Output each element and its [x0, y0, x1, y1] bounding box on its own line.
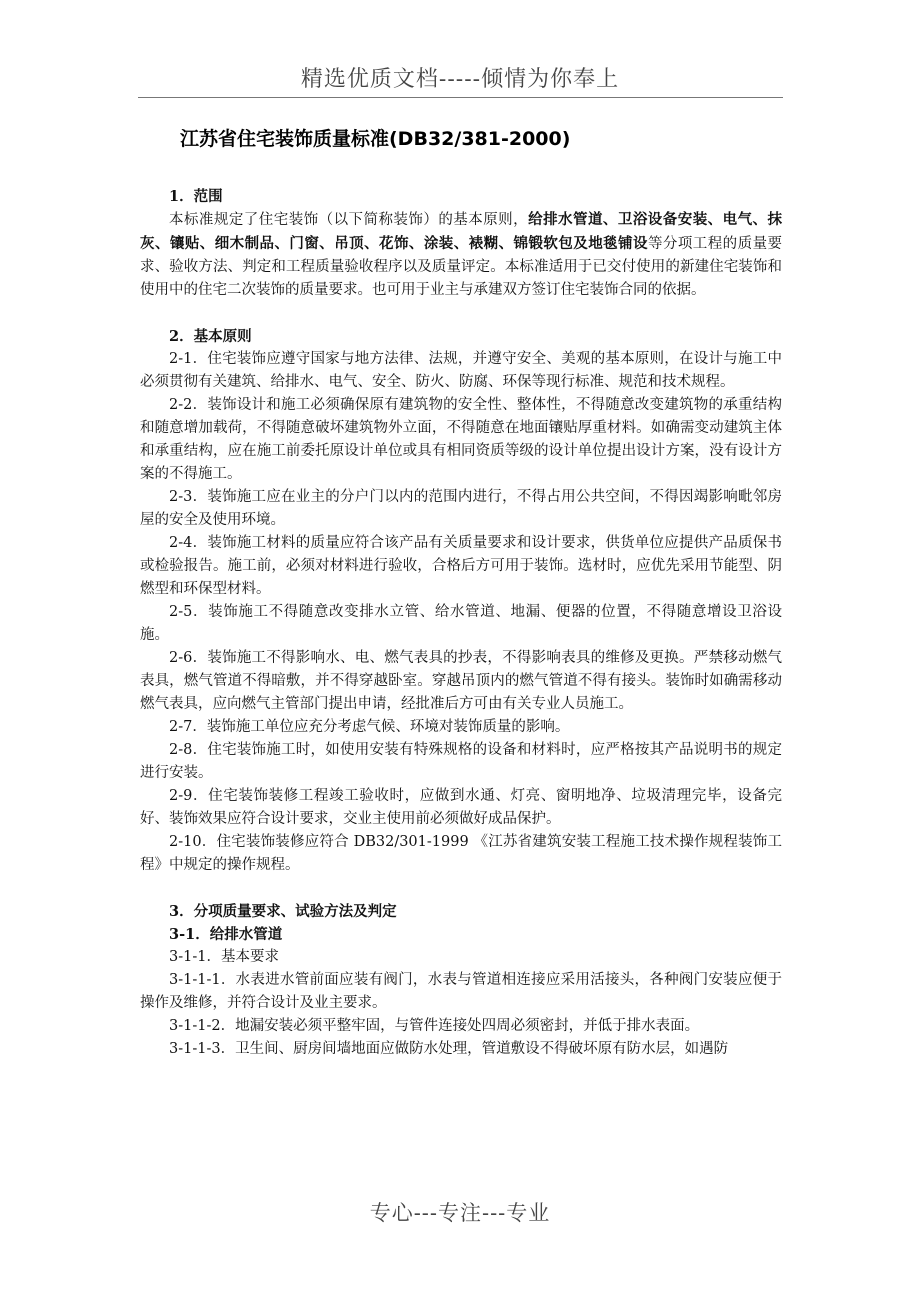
scope-text-bold: 给排水管道、卫浴设备安装、电气、抹灰、镶贴、细木制品、门窗、吊顶、花饰、涂装、裱糊、锦锻软包及地毯铺设	[140, 211, 783, 252]
clause-2-6: 2-6．装饰施工不得影响水、电、燃气表具的抄表，不得影响表具的维修及更换。严禁移动燃气表具，燃气管道不得暗敷，并不得穿越卧室。穿越吊顶内的燃气管道不得有接头。装饰时如确需移动燃气表具，应向燃气主管部门提出申请，经批准后方可由有关专业人员施工。	[140, 650, 782, 712]
document-body	[140, 185, 782, 1061]
section-gap	[140, 877, 782, 900]
section-1-heading: 1．范围	[169, 188, 223, 205]
subsection-3-1-heading: 3-1．给排水管道	[169, 926, 283, 943]
clause-2-8: 2-8．住宅装饰施工时，如使用安装有特殊规格的设备和材料时，应严格按其产品说明书的规定进行安装。	[140, 742, 782, 781]
subsection-3-1-1-heading: 3-1-1．基本要求	[169, 949, 279, 965]
section-1-paragraph	[140, 208, 782, 302]
section-3-heading: 3．分项质量要求、试验方法及判定	[169, 903, 397, 920]
clause-3-1-1-3: 3-1-1-3．卫生间、厨房间墙地面应做防水处理，管道敷设不得破坏原有防水层，如遇防	[169, 1041, 729, 1057]
clause-2-5: 2-5．装饰施工不得随意改变排水立管、给水管道、地漏、便器的位置，不得随意增设卫浴设施。	[140, 604, 782, 643]
scope-text-a: 本标准规定了住宅装饰（以下简称装饰）的基本原则，	[169, 212, 529, 228]
clause-2-9: 2-9．住宅装饰装修工程竣工验收时，应做到水通、灯亮、窗明地净、垃圾清理完毕，设备完好、装饰效果应符合设计要求，交业主使用前必须做好成品保护。	[140, 788, 782, 827]
section-gap	[140, 302, 782, 325]
clause-2-2: 2-2．装饰设计和施工必须确保原有建筑物的安全性、整体性，不得随意改变建筑物的承重结构和随意增加载荷，不得随意破坏建筑物外立面，不得随意在地面镶贴厚重材料。如确需变动建筑主体和承重结构，应在施工前委托原设计单位或具有相同资质等级的设计单位提出设计方案，没有设计方案的不得施工。	[140, 397, 782, 482]
page-footer: 专心---专注---专业	[369, 1201, 551, 1225]
document-title: 江苏省住宅装饰质量标准(DB32/381-2000)	[180, 128, 571, 150]
clause-3-1-1-1: 3-1-1-1．水表进水管前面应装有阀门，水表与管道相连接应采用活接头，各种阀门安装应便于操作及维修，并符合设计及业主要求。	[140, 972, 782, 1011]
clause-2-3: 2-3．装饰施工应在业主的分户门以内的范围内进行，不得占用公共空间，不得因竭影响毗邻房屋的安全及使用环境。	[140, 489, 782, 528]
clause-2-4: 2-4．装饰施工材料的质量应符合该产品有关质量要求和设计要求，供货单位应提供产品质保书或检验报告。施工前，必须对材料进行验收，合格后方可用于装饰。选材时，应优先采用节能型、阴燃型和环保型材料。	[140, 535, 782, 597]
scope-text-b: 等分项工程的质量要求、验收方法、判定和工程质量验收程序以及质量评定。本标准适用于已交付使用的新建住宅装饰和使用中的住宅二次装饰的质量要求。也可用于业主与承建双方签订住宅装饰合同的依据。	[140, 236, 783, 298]
clause-2-10: 2-10．住宅装饰装修应符合 DB32/301-1999 《江苏省建筑安装工程施工技术操作规程装饰工程》中规定的操作规程。	[140, 834, 782, 873]
page-header: 精选优质文档-----倾情为你奉上	[300, 67, 620, 92]
clause-2-1: 2-1．住宅装饰应遵守国家与地方法律、法规，并遵守安全、美观的基本原则，在设计与施工中必须贯彻有关建筑、给排水、电气、安全、防火、防腐、环保等现行标准、规范和技术规程。	[140, 351, 782, 390]
section-2-heading: 2．基本原则	[169, 328, 252, 345]
header-divider	[138, 97, 783, 98]
clause-2-7: 2-7．装饰施工单位应充分考虑气候、环境对装饰质量的影响。	[169, 719, 570, 735]
clause-3-1-1-2: 3-1-1-2．地漏安装必须平整牢固，与管件连接处四周必须密封，并低于排水表面。	[169, 1018, 700, 1034]
